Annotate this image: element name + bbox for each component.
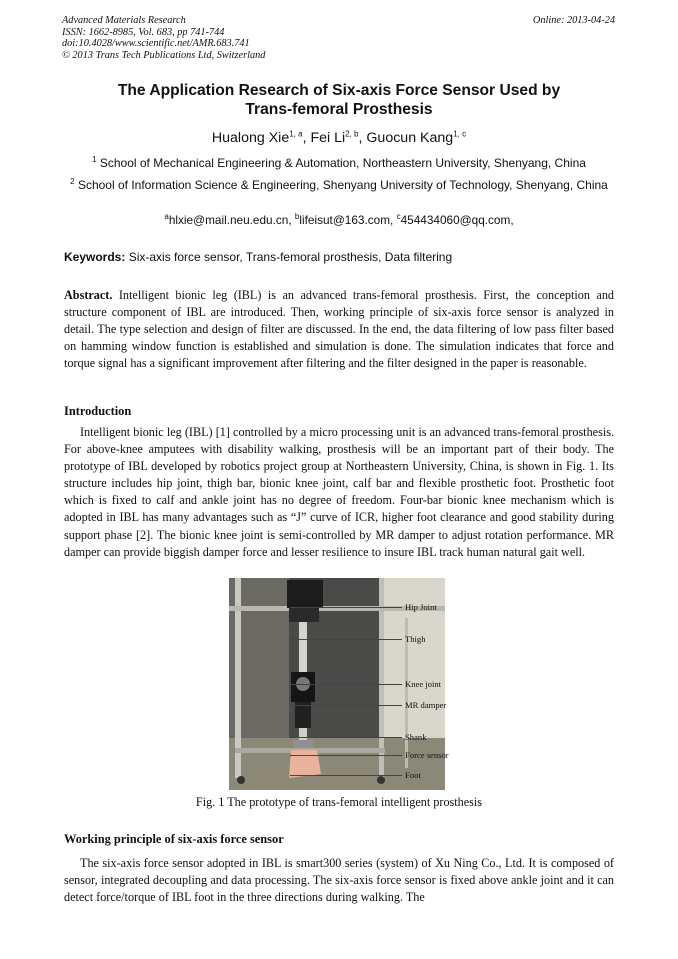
journal-header [62, 15, 265, 61]
figure-caption: Fig. 1 The prototype of trans-femoral intelligent prosthesis [195, 795, 483, 809]
journal-name: Advanced Materials Research [62, 15, 186, 26]
abstract-paragraph [64, 287, 614, 372]
affiliation-text: School of Mechanical Engineering & Automation, Northeastern University, Shenyang, China [99, 156, 586, 170]
copyright-line: © 2013 Trans Tech Publications Ltd, Switzerland [62, 49, 266, 61]
email-address: 454434060@qq.com [400, 213, 511, 227]
email-sup: b [294, 212, 300, 222]
figure-label: Shank [405, 732, 427, 742]
figure-label: Hip Joint [405, 602, 437, 612]
email-sup: a [164, 212, 169, 222]
author-sup: 1, c [453, 129, 467, 139]
author-sup: 2, b [345, 129, 359, 139]
affiliation-1 [70, 156, 608, 171]
affiliation-sup: 1 [92, 155, 97, 164]
leader-line [290, 737, 402, 738]
title-line-2: Trans-femoral Prosthesis [245, 101, 433, 118]
leader-line [290, 705, 402, 706]
email-address: lifeisut@163.com [299, 213, 391, 227]
keywords [64, 250, 452, 264]
section2-heading: Working principle of six-axis force sensor [64, 832, 284, 846]
figure-label: Thigh [405, 634, 426, 644]
title-line-1: The Application Research of Six-axis Force Sensor Used by [117, 82, 561, 99]
doi-line: doi:10.4028/www.scientific.net/AMR.683.741 [62, 38, 250, 50]
email-address: hlxie@mail.neu.edu.cn [168, 213, 289, 227]
paper-title [0, 81, 678, 119]
abstract-text: Intelligent bionic leg (IBL) is an advanced trans-femoral prosthesis. First, the conception and structure component of IBL are introduced. Then, working principle of six-axis force sensor is analyzed in detail. The type selection and design of filter are discussed. In the end, the data filtering of low pass filter based on hamming window function is established and simulation is done. The simulation indicates that force and torque signal has a significant improvement after filtering and the filter designed in the paper is reasonable. [64, 288, 615, 371]
author-name: Guocun Kang [366, 130, 454, 146]
leader-line [290, 684, 402, 685]
keywords-label: Keywords: [64, 250, 126, 264]
affiliation-2 [70, 178, 608, 193]
figure-label: Knee joint [405, 679, 442, 689]
abstract-label: Abstract. [64, 288, 113, 302]
issn-line: ISSN: 1662-8985, Vol. 683, pp 741-744 [62, 26, 225, 38]
email-list: $^a$hlxie@mail.neu.edu.cn, $^b$lifeisut@163.com, $^c$454434060@qq.com, [164, 212, 514, 227]
author-list: Hualong Xie$^{1, a}$, Fei Li$^{2, b}$, Guocun Kang$^{1, c}$ [211, 129, 467, 146]
author-sup: 1, a [289, 129, 303, 139]
leader-line [290, 755, 402, 756]
figure-label: Foot [405, 770, 421, 780]
section2-paragraph: The six-axis force sensor adopted in IBL is smart300 series (system) of Xu Ning Co., Ltd. It is composed of sensor, integrated decoupling and data processing. The six-axis force sensor is fixed above ankle joint and it can detect force/torque of IBL foot in the three directions during walking. The [64, 856, 614, 905]
figure-label: Force sensor [405, 750, 449, 760]
leader-line [290, 775, 402, 776]
email-sup: c [396, 212, 401, 222]
keywords-text: Six-axis force sensor, Trans-femoral prosthesis, Data filtering [128, 250, 453, 264]
online-date: Online: 2013-04-24 [532, 15, 615, 26]
leader-line [290, 639, 402, 640]
figure-labels [405, 578, 495, 790]
leader-line [290, 607, 402, 608]
affiliation-text: School of Information Science & Engineering, Shenyang University of Technology, Shenyang, China [77, 178, 608, 192]
intro-paragraph: Intelligent bionic leg (IBL) [1] controlled by a micro processing unit is an advanced trans-femoral prosthesis. For above-knee amputees with disability walking, prosthesis will be an important part of their body. The prototype of IBL developed by robotics project group at Northeastern University, China, is shown in Fig. 1. Its structure includes hip joint, thigh bar, bionic knee joint, calf bar and flexible prosthetic foot. Prosthetic foot which is fixed to calf and ankle joint has no degree of freedom. Four-bar bionic knee mechanism which is adopted in IBL has many advantages such as “J” curve of ICR, higher foot clearance and good stability during support phase [2]. The bionic knee joint is semi-controlled by MR damper to adjust rotation performance. MR damper can provide biggish damper force and lesser resilience to insure IBL track human natural gait well. [64, 425, 614, 559]
author-name: Fei Li [310, 130, 346, 146]
affiliation-sup: 2 [70, 177, 75, 186]
intro-heading: Introduction [64, 404, 132, 418]
author-name: Hualong Xie [211, 130, 290, 146]
figure-label: MR damper [405, 700, 447, 710]
